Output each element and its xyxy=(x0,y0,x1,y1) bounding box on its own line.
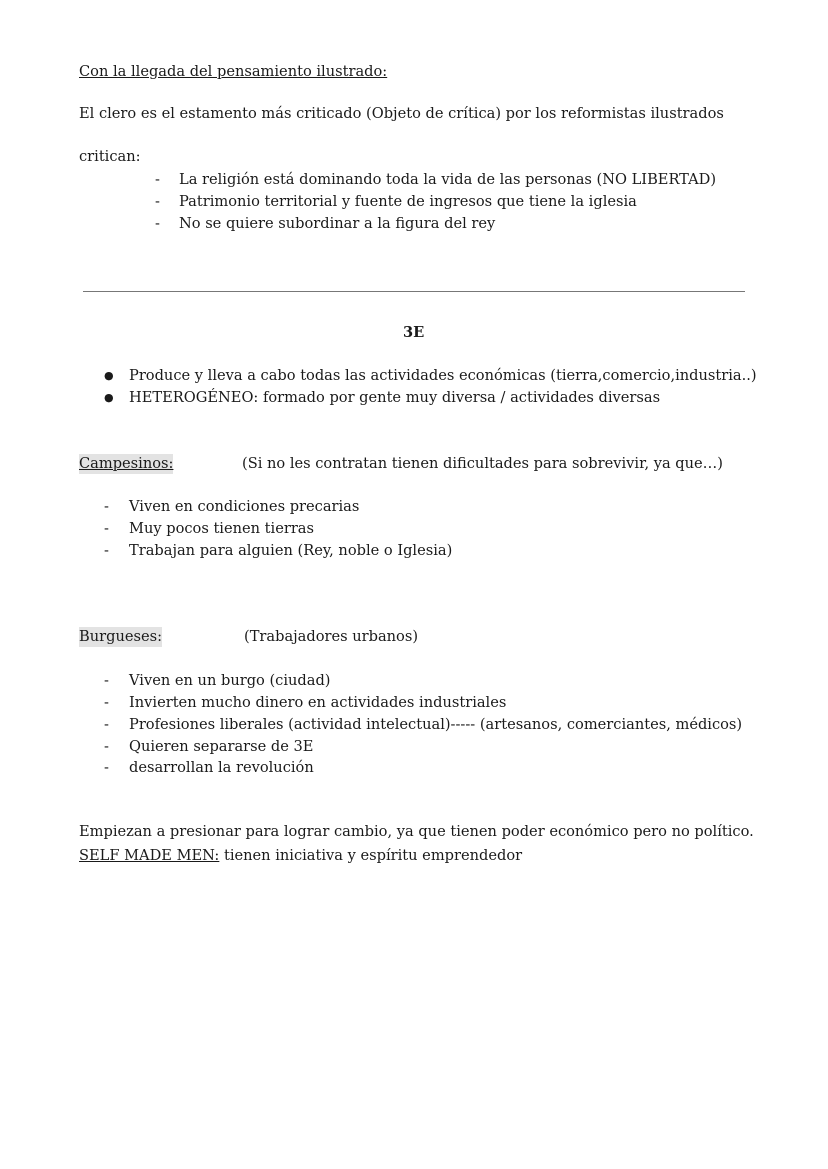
list-item: desarrollan la revolución xyxy=(129,759,314,776)
bullet-item: Produce y lleva a cabo todas las actividades económicas (tierra,comercio,industria..) xyxy=(129,367,757,384)
intro-heading: Con la llegada del pensamiento ilustrado: xyxy=(79,63,388,80)
dash-marker: - xyxy=(104,542,109,559)
campesinos-note: (Si no les contratan tienen dificultades para sobrevivir, ya que…) xyxy=(242,455,723,472)
list-item: Muy pocos tienen tierras xyxy=(129,520,314,537)
dash-marker: - xyxy=(104,498,109,515)
dash-marker: - xyxy=(104,520,109,537)
dash-marker: - xyxy=(104,672,109,689)
burgueses-note: (Trabajadores urbanos) xyxy=(244,628,419,645)
bullet-icon: ● xyxy=(104,369,114,382)
list-item: No se quiere subordinar a la figura del rey xyxy=(179,215,496,232)
dash-marker: - xyxy=(155,215,160,232)
campesinos-label: Campesinos: xyxy=(79,455,174,472)
horizontal-divider xyxy=(83,291,745,292)
dash-marker: - xyxy=(155,193,160,210)
bullet-icon: ● xyxy=(104,391,114,404)
list-item: Profesiones liberales (actividad intelectual)----- (artesanos, comerciantes, médicos) xyxy=(129,716,743,733)
intro-paragraph: El clero es el estamento más criticado (Objeto de crítica) por los reformistas ilustrados xyxy=(79,105,724,122)
dash-marker: - xyxy=(104,738,109,755)
dash-marker: - xyxy=(104,694,109,711)
dash-marker: - xyxy=(155,171,160,188)
list-item: Quieren separarse de 3E xyxy=(129,738,314,755)
section-title: 3E xyxy=(403,324,425,341)
self-made-label: SELF MADE MEN: xyxy=(79,847,220,864)
self-made-line xyxy=(79,846,522,866)
list-item: Viven en un burgo (ciudad) xyxy=(129,672,331,689)
dash-marker: - xyxy=(104,716,109,733)
list-item: Invierten mucho dinero en actividades industriales xyxy=(129,694,507,711)
list-item: Viven en condiciones precarias xyxy=(129,498,360,515)
burgueses-label: Burgueses: xyxy=(79,628,163,645)
list-item: La religión está dominando toda la vida de las personas (NO LIBERTAD) xyxy=(179,171,717,188)
list-item: Trabajan para alguien (Rey, noble o Iglesia) xyxy=(129,542,453,559)
list-item: Patrimonio territorial y fuente de ingresos que tiene la iglesia xyxy=(179,193,637,210)
self-made-text: tienen iniciativa y espíritu emprendedor xyxy=(219,847,523,864)
closing-line: Empiezan a presionar para lograr cambio, ya que tienen poder económico pero no político. xyxy=(79,823,754,840)
dash-marker: - xyxy=(104,759,109,776)
criticize-label: critican: xyxy=(79,148,141,165)
bullet-item: HETEROGÉNEO: formado por gente muy diversa / actividades diversas xyxy=(129,389,661,406)
